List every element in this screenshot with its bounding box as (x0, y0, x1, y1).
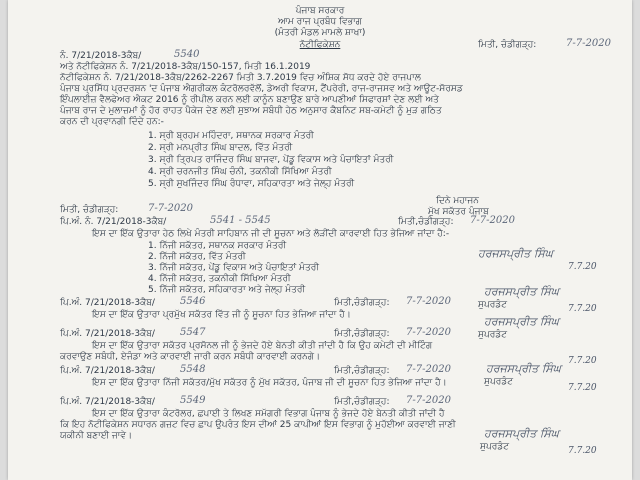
endorsement-5-sig-date: 7.7.20 (568, 446, 597, 456)
endorsement-3-sig-date: 7.7.20 (568, 356, 597, 366)
endorsement-4-ref-handwritten: 5548 (180, 364, 206, 375)
member-item: 5. ਸ੍ਰੀ ਸੁਖਜਿੰਦਰ ਸਿੰਘ ਰੰਧਾਵਾ, ਸਹਿਕਾਰਤਾ ਅਤੇ ਜੇਲ੍ਹ ਮੰਤਰੀ (148, 179, 355, 189)
endorsement-5-date-prefix: ਮਿਤੀ,ਚੰਡੀਗੜ੍ਹ: (334, 397, 390, 407)
endorsement-2-date-prefix: ਮਿਤੀ,ਚੰਡੀਗੜ੍ਹ: (334, 298, 390, 308)
endorsement-2-ref: ਪਿ.ਅੰ. 7/21/2018-3ਕੈਬ/ (60, 298, 155, 308)
header-department: ਆਮ ਰਾਜ ਪ੍ਰਬੰਧ ਵਿਭਾਗ (278, 17, 362, 27)
member-item: 3. ਸ੍ਰੀ ਤ੍ਰਿਪਤ ਰਾਜਿੰਦਰ ਸਿੰਘ ਬਾਜਵਾ, ਪੇਂਡੂ ਵਿਕਾਸ ਅਤੇ ਪੰਚਾਇਤਾਂ ਮੰਤਰੀ (148, 155, 394, 165)
endorsement-2-ref-handwritten: 5546 (180, 296, 206, 307)
endorsement-1-item: 3. ਨਿੱਜੀ ਸਕੱਤਰ, ਪੇਂਡੂ ਵਿਕਾਸ ਅਤੇ ਪੰਚਾਇਤਾਂ ਮੰਤਰੀ (148, 263, 319, 273)
endorsement-4-designation: ਸੁਪਰਡੰਟ (484, 377, 513, 387)
chief-secretary-designation: ਮੁੱਖ ਸਕੱਤਰ ਪੰਜਾਬ (428, 207, 489, 217)
chief-secretary-name: ਦਿਨੇ ਮਹਾਜਨ (436, 196, 479, 206)
endorsement-4-date-prefix: ਮਿਤੀ,ਚੰਡੀਗੜ੍ਹ: (334, 366, 390, 376)
endorsement-4-signature: ਹਰਜਸਪ੍ਰੀਤ ਸਿੰਘ (486, 362, 561, 375)
endorsement-4-ref: ਪਿ.ਅੰ. 7/21/2018-3ਕੈਬ/ (60, 366, 155, 376)
member-item: 2. ਸ੍ਰੀ ਮਨਪ੍ਰੀਤ ਸਿੰਘ ਬਾਦਲ, ਵਿੱਤ ਮੰਤਰੀ (148, 143, 293, 153)
endorsement-3-signature: ਹਰਜਸਪ੍ਰੀਤ ਸਿੰਘ (484, 315, 559, 328)
endorsement-2-designation: ਸੁਪਰਡੰਟ (478, 300, 507, 310)
endorsement-5-line: ਕਿ ਇਹ ਨੋਟੀਫਿਕੇਸ਼ਨ ਸਧਾਰਨ ਗਜ਼ਟ ਵਿਚ ਛਾਪ ਉਪਰੰਤ ਇਸ ਦੀਆਂ 25 ਕਾਪੀਆਂ ਇਸ ਵਿਭਾਗ ਨੂੰ ਮੁਹੱਈਆ ਕਰਵਾਈ ਜਾਣੀ (60, 420, 456, 430)
endorsement-1-signature: ਹਰਜਸਪ੍ਰੀਤ ਸਿੰਘ (478, 247, 553, 260)
notification-line: ਇੰਪਲਾਈਜ਼ ਵੈਲਫੇਅਰ ਐਕਟ 2016 ਨੂੰ ਰੀਪੀਲ ਕਰਨ ਲਈ ਕਾਨੂੰਨ ਬਣਾਉਣ ਬਾਰੇ ਆਪਣੀਆਂ ਸਿਫਾਰਸ਼ਾਂ ਦੇਣ ਲਈ ਅਤੇ (60, 95, 439, 105)
endorsement-1-date-handwritten: 7-7-2020 (470, 215, 515, 226)
endorsement-5-line: ਇਸ ਦਾ ਇੱਕ ਉਤਾਰਾ ਕੰਟਰੋਲਰ, ਛਪਾਈ ਤੇ ਲਿਖਣ ਸਮੱਗਰੀ ਵਿਭਾਗ ਪੰਜਾਬ ਨੂੰ ਭੇਜਦੇ ਹੋਏ ਬੇਨਤੀ ਕੀਤੀ ਜਾਂਦੀ ਹੈ (92, 409, 445, 419)
endorsement-5-ref: ਪਿ.ਅੰ. 7/21/2018-3ਕੈਬ/ (60, 397, 155, 407)
place-date-handwritten: 7-7-2020 (148, 203, 193, 214)
endorsement-5-ref-handwritten: 5549 (180, 395, 206, 406)
top-date-handwritten: 7-7-2020 (566, 38, 611, 49)
endorsement-2-text: ਇਸ ਦਾ ਇੱਕ ਉਤਾਰਾ ਪ੍ਰਮੁੱਖ ਸਕੱਤਰ ਵਿੱਤ ਜੀ ਨੂੰ ਸੂਚਨਾ ਹਿਤ ਭੇਜਿਆ ਜਾਂਦਾ ਹੈ। (92, 310, 351, 320)
header-branch: (ਮੰਤਰੀ ਮੰਡਲ ਮਾਮਲੇ ਸ਼ਾਖਾ) (274, 28, 366, 38)
notification-line: ਅਤੇ ਨੋਟੀਫਿਕੇਸ਼ਨ ਨੰ. 7/21/2018-3ਕੈਬ/150-157, ਮਿਤੀ 16.1.2019 (60, 62, 311, 72)
endorsement-5-signature: ਹਰਜਸਪ੍ਰੀਤ ਸਿੰਘ (484, 427, 559, 440)
endorsement-1-sig-date: 7.7.20 (568, 262, 597, 272)
endorsement-3-ref-handwritten: 5547 (180, 327, 206, 338)
endorsement-4-text: ਇਸ ਦਾ ਇੱਕ ਉਤਾਰਾ ਨਿੱਜੀ ਸਕੱਤਰ/ਮੁੱਖ ਸਕੱਤਰ ਨੂੰ ਮੁੱਖ ਸਕੱਤਰ, ਪੰਜਾਬ ਜੀ ਦੀ ਸੂਚਨਾ ਹਿਤ ਭੇਜਿਆ ਜਾਂਦਾ ਹੈ। (92, 378, 447, 388)
endorsement-2-sig-date: 7.7.20 (568, 304, 597, 314)
endorsement-3-line: ਕਰਵਾਉਣ ਸਬੰਧੀ, ਏਜੰਡਾ ਅਤੇ ਕਾਰਵਾਈ ਜਾਰੀ ਕਰਨ ਸਬੰਧੀ ਕਾਰਵਾਈ ਕਰਨਗੇ। (60, 352, 321, 362)
notification-number: ਨੰ. 7/21/2018-3ਕੈਬ/ (60, 51, 142, 61)
endorsement-4-date-handwritten: 7-7-2020 (406, 364, 451, 375)
endorsement-3-designation: ਸੁਪਰਡੰਟ (478, 330, 507, 340)
endorsement-3-ref: ਪਿ.ਅੰ. 7/21/2018-3ਕੈਬ/ (60, 329, 155, 339)
notification-line: ਨੋਟੀਫਿਕੇਸ਼ਨ ਨੰ. 7/21/2018-3ਕੈਬ/2262-2267 ਮਿਤੀ 3.7.2019 ਵਿਚ ਅੰਸ਼ਿਕ ਸੋਧ ਕਰਦੇ ਹੋਏ ਰਾਜਪਾਲ (60, 73, 421, 83)
member-item: 1. ਸ੍ਰੀ ਬ੍ਰਹਮ ਮਹਿੰਦਰਾ, ਸਥਾਨਕ ਸਰਕਾਰ ਮੰਤਰੀ (148, 131, 314, 141)
endorsement-3-date-handwritten: 7-7-2020 (406, 327, 451, 338)
notification-line: ਕਰਨ ਦੀ ਪ੍ਰਵਾਨਗੀ ਦਿੰਦੇ ਹਨ:- (60, 117, 164, 127)
endorsement-1-ref-handwritten: 5541 - 5545 (210, 215, 271, 226)
endorsement-5-date-handwritten: 7-7-2020 (406, 395, 451, 406)
endorsement-1-ref: ਪਿ.ਅੰ. ਨੰ. 7/21/2018-3ਕੈਬ/ (60, 217, 167, 227)
header-government: ਪੰਜਾਬ ਸਰਕਾਰ (295, 6, 345, 16)
endorsement-1-date-prefix: ਮਿਤੀ,ਚੰਡੀਗੜ੍ਹ: (398, 217, 454, 227)
place-date-prefix: ਮਿਤੀ, ਚੰਡੀਗੜ੍ਹ: (60, 205, 119, 215)
document-page (8, 0, 632, 480)
endorsement-1-item: 4. ਨਿੱਜੀ ਸਕੱਤਰ, ਤਕਨੀਕੀ ਸਿੱਖਿਆ ਮੰਤਰੀ (148, 274, 291, 284)
member-item: 4. ਸ੍ਰੀ ਚਰਨਜੀਤ ਸਿੰਘ ਚੰਨੀ, ਤਕਨੀਕੀ ਸਿੱਖਿਆ ਮੰਤਰੀ (148, 167, 332, 177)
top-date-prefix: ਮਿਤੀ, ਚੰਡੀਗੜ੍ਹ: (478, 40, 537, 50)
endorsement-2-signature: ਹਰਜਸਪ੍ਰੀਤ ਸਿੰਘ (484, 285, 559, 298)
endorsement-2-date-handwritten: 7-7-2020 (406, 296, 451, 307)
notification-line: ਪੰਜਾਬ ਪ੍ਰਸਿੱਧ ਪ੍ਰਦਰਸ਼ਨ 'ਦ ਪੰਜਾਬ ਐਗਰੀਕਲ ਕੰਟਰੋਲਰਵੱਲੋਂ, ਡੇਅਰੀ ਵਿਕਾਸ, ਟੈਂਪਰੇਰੀ, ਰਾਜ-ਰਾਜਸਵ ਅਤੇ ਆਊਟ-ਸੋਰਸਡ (60, 84, 463, 94)
endorsement-5-designation: ਸੁਪਰਡੰਟ (480, 442, 509, 452)
endorsement-1-item: 1. ਨਿੱਜੀ ਸਕੱਤਰ, ਸਥਾਨਕ ਸਰਕਾਰ ਮੰਤਰੀ (148, 241, 287, 251)
notification-title: ਨੋਟੀਫਿਕੇਸ਼ਨ (299, 40, 341, 50)
notification-number-handwritten: 5540 (174, 49, 200, 60)
notification-line: ਪੰਜਾਬ ਰਾਜ ਦੇ ਮੁਲਾਜ਼ਮਾਂ ਨੂੰ ਹੋਰ ਰਾਹਤ ਪੈਕੇਜ ਦੇਣ ਲਈ ਸੁਝਾਅ ਸਬੰਧੀ ਹੇਠ ਅਨੁਸਾਰ ਕੈਬਨਿਟ ਸਬ-ਕਮੇਟੀ ਨੂੰ ਮੁੜ ਗਠਿਤ (60, 106, 442, 116)
endorsement-4-sig-date: 7.7.20 (568, 383, 597, 393)
endorsement-1-item: 2. ਨਿੱਜੀ ਸਕੱਤਰ, ਵਿੱਤ ਮੰਤਰੀ (148, 252, 246, 262)
endorsement-5-line: ਯਕੀਨੀ ਬਣਾਈ ਜਾਵੇ। (60, 431, 133, 441)
endorsement-1-text: ਇਸ ਦਾ ਇੱਕ ਉਤਾਰਾ ਹੇਠ ਲਿਖੇ ਮੰਤਰੀ ਸਾਹਿਬਾਨ ਜੀ ਦੀ ਸੂਚਨਾ ਅਤੇ ਲੋੜੀਂਦੀ ਕਾਰਵਾਈ ਹਿਤ ਭੇਜਿਆ ਜਾਂਦਾ ਹੈ:- (92, 229, 450, 239)
endorsement-3-line: ਇਸ ਦਾ ਇੱਕ ਉਤਾਰਾ ਸਕੱਤਰ ਪ੍ਰਸੋਨਲ ਜੀ ਨੂੰ ਭੇਜਦੇ ਹੋਏ ਬੇਨਤੀ ਕੀਤੀ ਜਾਂਦੀ ਹੈ ਕਿ ਉਹ ਕਮੇਟੀ ਦੀ ਮੀਟਿੰਗ (92, 341, 433, 351)
endorsement-3-date-prefix: ਮਿਤੀ,ਚੰਡੀਗੜ੍ਹ: (334, 329, 390, 339)
endorsement-1-item: 5. ਨਿੱਜੀ ਸਕੱਤਰ, ਸਹਿਕਾਰਤਾ ਅਤੇ ਜੇਲ੍ਹ ਮੰਤਰੀ (148, 285, 306, 295)
